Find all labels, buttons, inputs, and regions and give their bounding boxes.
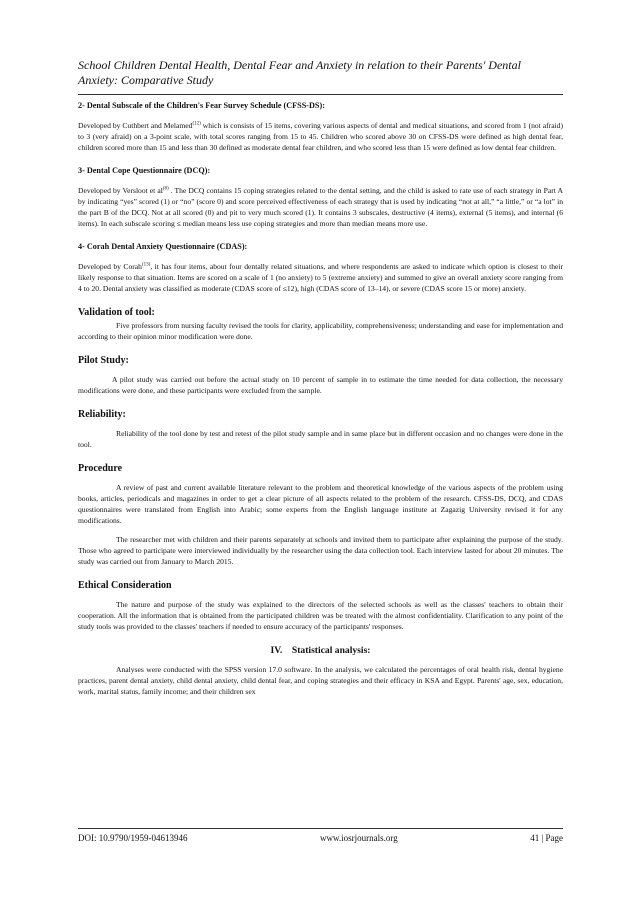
pilot-paragraph: A pilot study was carried out before the actual study on 10 percent of sample in to estimate the time needed for data collection, the necessary modifications were done, and these participants were excluded from the sample. [78,375,563,395]
cdas-citation: (13) [141,262,151,268]
cfss-paragraph [78,120,563,153]
procedure-section [78,463,563,567]
footer-website: www.iosrjournals.org [319,833,398,843]
stats-section [78,645,563,697]
pilot-heading: Pilot Study: [78,355,129,366]
header-divider [78,94,563,95]
dcq-heading: 3- Dental Cope Questionnaire (DCQ): [78,166,211,175]
dcq-section [78,166,563,229]
validation-paragraph: Five professors from nursing faculty revised the tools for clarity, applicability, comprehensiveness; understanding and ease for implementation and according to their opinion minor modification were done. [78,321,563,341]
footer-doi: DOI: 10.9790/1959-04613946 [78,833,188,843]
validation-section [78,307,563,342]
pilot-section [78,355,563,396]
cdas-paragraph [78,261,563,294]
reliability-section [78,409,563,450]
cdas-heading: 4- Corah Dental Anxiety Questionnaire (CDAS): [78,242,248,251]
cfss-citation: (12) [192,121,201,127]
page-footer [78,828,563,843]
cfss-text-a: Developed by Cuthbert and Melamed [78,121,193,130]
cdas-text-a: Developed by Corah [78,262,142,271]
procedure-paragraph-1: A review of past and current available literature relevant to the problem and theoretical knowledge of the various aspects of the problem using books, articles, periodicals and magazines in order to get a clear picture of all aspects related to the problem of the research. CFSS-DS, DCQ, and CDAS questionnaires were translated from English into Arabic; some experts from the English language institute at Zagazig University revised it for any modifications. [78,483,563,525]
ethical-section [78,580,563,632]
cfss-text-b: which is consists of 15 items, covering various aspects of dental and medical situations, and scored from 1 (not afraid) to 3 (very afraid) on a 3-point scale, with total scores ranging from 15 to 45. Children who scored above 30 on CFSS-DS were defined as high dental fear, children scored more than 15 and less than 30 defined as moderate dental fear children, and who scored less than 15 were defined as low dental fear children. [78,121,563,152]
dcq-citation: (8) [162,186,169,192]
page-body [78,58,563,697]
reliability-heading: Reliability: [78,409,126,420]
cfss-heading: 2- Dental Subscale of the Children's Fear Survey Schedule (CFSS-DS): [78,101,325,110]
procedure-heading: Procedure [78,463,123,474]
footer-page-number: 41 | Page [530,833,563,843]
cdas-section [78,242,563,294]
dcq-text-b: . The DCQ contains 15 coping strategies related to the dental setting, and the child is asked to rate use of each strategy in Part A by indicating “yes” scored (1) or “no” (score 0) and score perceived effectiveness of each strategy that is used by indicating “not at all,” “a little,” or “a lot” in the part B of the DCQ. Not at all scored (0) and pit to very much scored (1). It contains 3 subscales, destructive (4 items), external (5 items), and internal (6 items). In each subscale scoring ≤ median means less use coping strategies and more than median means more use. [78,186,563,228]
ethical-paragraph: The nature and purpose of the study was explained to the directors of the selected schools as well as the classes' teachers to obtain their cooperation. All the information that is obtained from the participated children was be treated with the almost confidentiality. Clarification to any point of the study tools was provided to the classes' teachers if needed to ensure accuracy of the participants' responses. [78,600,563,631]
dcq-text-a: Developed by Versloot et al [78,186,163,195]
stats-paragraph: Analyses were conducted with the SPSS version 17.0 software. In the analysis, we calculated the percentages of oral health risk, dental hygiene practices, parent dental anxiety, child dental anxiety, child dental fear, and coping strategies and their efficacy in KSA and Egypt. Parents' age, sex, education, work, marital status, family income; and their children sex [78,665,563,696]
stats-heading: IV. Statistical analysis: [270,645,371,656]
reliability-paragraph: Reliability of the tool done by test and retest of the pilot study sample and in same place but in different occasion and no changes were done in the tool. [78,429,563,449]
cfss-section [78,101,563,153]
ethical-heading: Ethical Consideration [78,580,172,591]
running-header: School Children Dental Health, Dental Fear and Anxiety in relation to their Parents' Dental Anxiety: Comparative Study [78,58,521,87]
dcq-paragraph [78,185,563,229]
validation-heading: Validation of tool: [78,307,155,318]
procedure-paragraph-2: The researcher met with children and their parents separately at schools and invited them to participate after explaining the purpose of the study. Those who agreed to participate were interviewed individually by the researcher using the data collection tool. Each interview lasted for about 20 minutes. The study was carried out from January to March 2015. [78,535,563,566]
cdas-text-b: , it has four items, about four dentally related situations, and where respondents are asked to indicate which option is closest to their likely response to that situation. Items are scored on a scale of 1 (no anxiety) to 5 (extreme anxiety) and summed to give an overall anxiety score ranging from 4 to 20. Dental anxiety was classified as moderate (CDAS score of ≤12), high (CDAS score of 13–14), or severe (CDAS score 15 or more) anxiety. [78,262,564,293]
